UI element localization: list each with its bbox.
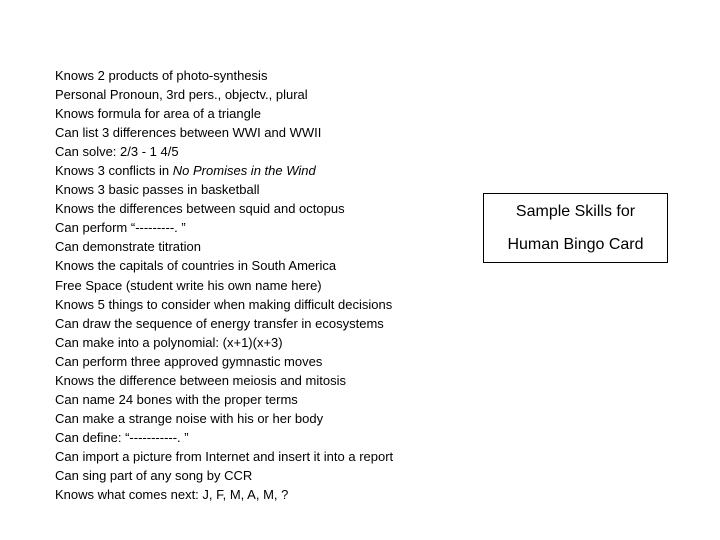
skill-text: Can perform “---------. ” xyxy=(55,220,186,236)
skill-item xyxy=(55,371,475,390)
skill-item xyxy=(55,428,475,447)
skill-text: Knows formula for area of a triangle xyxy=(55,106,261,122)
skill-text: Can name 24 bones with the proper terms xyxy=(55,391,298,407)
skill-item xyxy=(55,295,475,314)
skill-text: Can sing part of any song by CCR xyxy=(55,467,253,483)
skill-item xyxy=(55,237,475,256)
skill-text: Knows the capitals of countries in South America xyxy=(55,258,337,274)
skill-text: Knows the differences between squid and octopus xyxy=(55,201,345,217)
skill-item xyxy=(55,333,475,352)
skill-list xyxy=(55,66,475,504)
title-line-2: Human Bingo Card xyxy=(507,236,644,253)
skill-text: Can list 3 differences between WWI and WWII xyxy=(55,125,322,141)
skill-text: Can import a picture from Internet and insert it into a report xyxy=(55,448,394,464)
skill-item xyxy=(55,85,475,104)
skill-item xyxy=(55,390,475,409)
skill-text: Can demonstrate titration xyxy=(55,239,201,255)
skill-text: Knows 3 basic passes in basketball xyxy=(55,182,260,198)
skill-text: Free Space (student write his own name here) xyxy=(55,277,322,293)
skill-item xyxy=(55,256,475,275)
title-line-1: Sample Skills for xyxy=(515,203,636,220)
skill-item xyxy=(55,123,475,142)
skill-item xyxy=(55,161,475,180)
skill-book-title: No Promises in the Wind xyxy=(172,163,316,179)
skill-item xyxy=(55,218,475,237)
skill-item xyxy=(55,447,475,466)
skill-text: Can draw the sequence of energy transfer in ecosystems xyxy=(55,315,384,331)
skill-text: Can solve: 2/3 - 1 4/5 xyxy=(55,144,179,160)
skill-item xyxy=(55,276,475,295)
skill-item xyxy=(55,66,475,85)
skill-item xyxy=(55,352,475,371)
skill-text: Knows what comes next: J, F, M, A, M, ? xyxy=(55,487,289,503)
skill-text: Can define: “-----------. ” xyxy=(55,429,189,445)
skill-item xyxy=(55,199,475,218)
skill-text: Knows 2 products of photo-synthesis xyxy=(55,68,268,83)
skill-text: Knows 5 things to consider when making difficult decisions xyxy=(55,296,393,312)
skill-text: Can perform three approved gymnastic moves xyxy=(55,353,323,369)
skill-text: Knows 3 conflicts in xyxy=(55,163,173,179)
skill-item xyxy=(55,409,475,428)
skill-item xyxy=(55,104,475,123)
skill-item xyxy=(55,314,475,333)
skill-text: Knows the difference between meiosis and mitosis xyxy=(55,372,346,388)
skill-item xyxy=(55,180,475,199)
skill-item xyxy=(55,142,475,161)
skill-text: Can make a strange noise with his or her body xyxy=(55,410,324,426)
title-box xyxy=(483,193,668,263)
skill-item xyxy=(55,466,475,485)
skill-item xyxy=(55,485,475,504)
skill-text: Personal Pronoun, 3rd pers., objectv., plural xyxy=(55,87,308,103)
skill-text: Can make into a polynomial: (x+1)(x+3) xyxy=(55,334,283,350)
